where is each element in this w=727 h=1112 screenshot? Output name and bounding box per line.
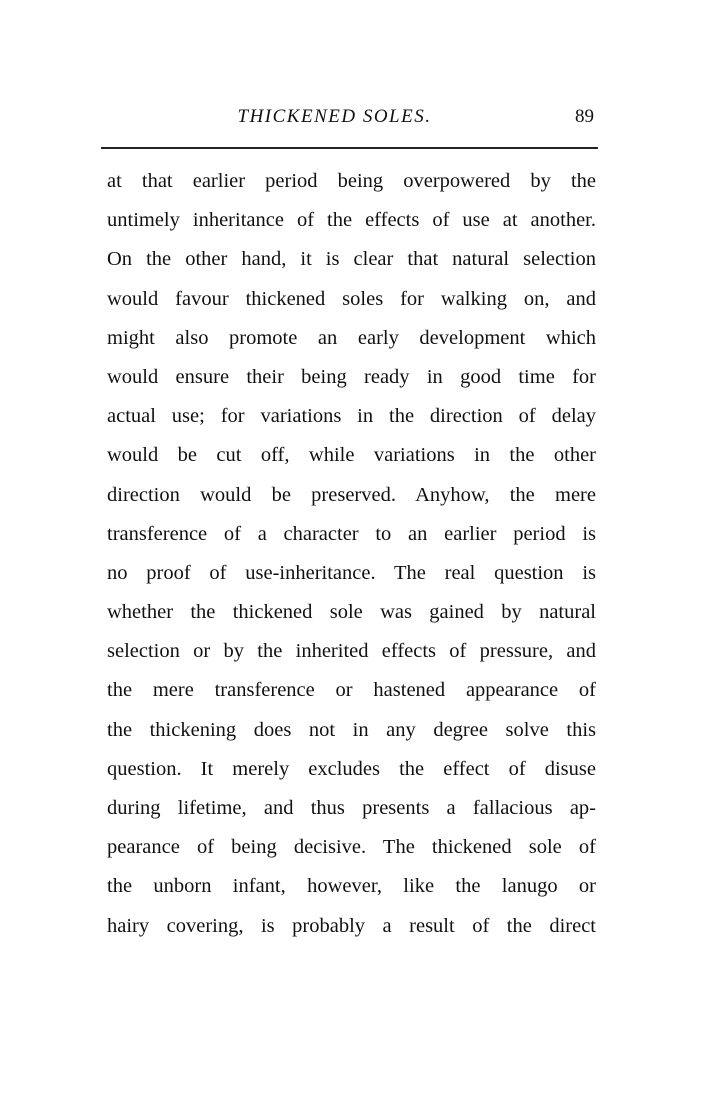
text-line: pearance of being decisive. The thickened sole of bbox=[107, 836, 596, 859]
text-line: On the other hand, it is clear that natural selection bbox=[107, 248, 596, 271]
page-number: 89 bbox=[575, 106, 594, 127]
page-header bbox=[101, 106, 598, 136]
text-line: transference of a character to an earlier period is bbox=[107, 522, 596, 545]
header-rule bbox=[101, 147, 598, 149]
text-line: the unborn infant, however, like the lanugo or bbox=[107, 875, 596, 898]
text-line: the mere transference or hastened appearance of bbox=[107, 679, 596, 702]
text-line: would ensure their being ready in good time for bbox=[107, 365, 596, 388]
text-line: question. It merely excludes the effect of disuse bbox=[107, 757, 596, 780]
text-line: whether the thickened sole was gained by natural bbox=[107, 601, 596, 624]
text-line: during lifetime, and thus presents a fallacious ap- bbox=[107, 797, 596, 819]
text-line: hairy covering, is probably a result of the direct bbox=[107, 914, 596, 937]
text-line: would favour thickened soles for walking on, and bbox=[107, 287, 596, 310]
text-line: direction would be preserved. Anyhow, the mere bbox=[107, 483, 596, 506]
text-line: untimely inheritance of the effects of use at another. bbox=[107, 209, 596, 232]
text-line: selection or by the inherited effects of pressure, and bbox=[107, 640, 596, 663]
text-line: the thickening does not in any degree solve this bbox=[107, 718, 596, 741]
text-line: no proof of use-inheritance. The real question is bbox=[107, 561, 596, 584]
text-line: would be cut off, while variations in the other bbox=[107, 444, 596, 467]
text-line: might also promote an early development which bbox=[107, 326, 596, 349]
running-title: THICKENED SOLES. bbox=[237, 106, 432, 127]
body-text bbox=[107, 167, 596, 951]
text-line: at that earlier period being overpowered by the bbox=[107, 170, 596, 192]
text-line: actual use; for variations in the direction of delay bbox=[107, 405, 596, 428]
